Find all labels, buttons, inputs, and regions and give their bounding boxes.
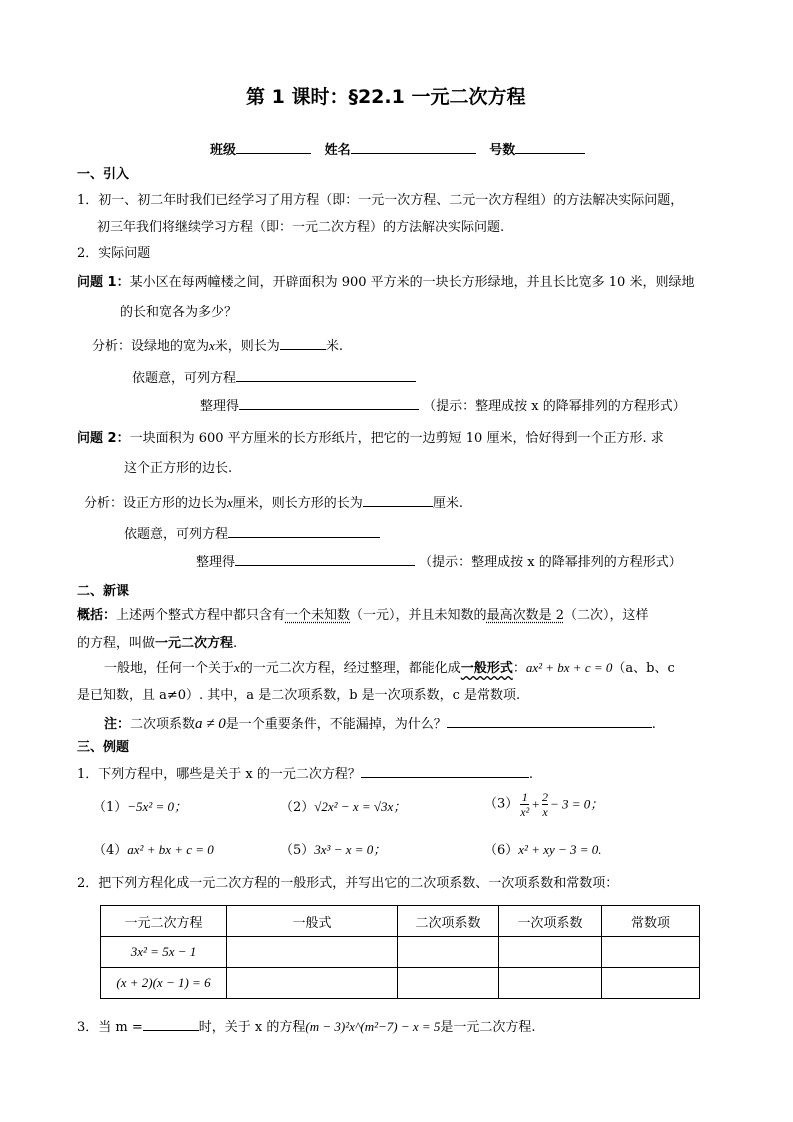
fraction-denominator: x xyxy=(542,805,548,819)
equation-number: （1） xyxy=(93,800,128,815)
hint-text: （提示：整理成按 x 的降幂排列的方程形式） xyxy=(419,555,682,570)
problem-2-line-1 xyxy=(77,432,664,445)
number-label: 号数 xyxy=(489,143,516,158)
intro-item-1-line-1: 1．初一、初二年时我们已经学习了用方程（即：一元一次方程、二元一次方程组）的方法解决实际问题， xyxy=(77,193,684,208)
equation-expression: x² + xy − 3 = 0. xyxy=(518,842,602,857)
problem-2-analysis xyxy=(84,495,463,510)
example-1-answer-field[interactable] xyxy=(361,766,529,778)
equation-expression: −5x² = 0； xyxy=(127,799,187,814)
summary-line-2 xyxy=(77,637,237,650)
note-line: 注：二次项系数a ≠ 0是一个重要条件，不能漏掉，为什么？ . xyxy=(104,716,656,732)
table-cell-equation: (x + 2)(x − 1) = 6 xyxy=(101,968,227,999)
name-label: 姓名 xyxy=(324,143,351,158)
page-title: 第 1 课时：§22.1 一元二次方程 xyxy=(246,86,526,108)
arrange-label: 整理得 xyxy=(200,399,240,414)
example-1-text: 1．下列方程中，哪些是关于 x 的一元二次方程？ xyxy=(77,767,361,782)
analysis-text: 分析：设绿地的宽为 xyxy=(92,339,210,354)
problem-1-line-1 xyxy=(77,276,694,289)
problem-1-arrange-line xyxy=(200,398,686,413)
summary-text: 的方程，叫做 xyxy=(77,636,156,651)
table-cell-equation: 3x² = 5x − 1 xyxy=(101,937,227,968)
note-answer-field[interactable] xyxy=(447,716,652,728)
length-answer-field[interactable] xyxy=(363,495,433,507)
equation-answer-field[interactable] xyxy=(228,526,380,538)
table-cell-input[interactable] xyxy=(499,937,602,968)
equation-number: （4） xyxy=(93,843,128,858)
equation-number: （3） xyxy=(484,796,519,812)
equation-expression: ax² + bx + c = 0 xyxy=(127,842,214,857)
m-answer-field[interactable] xyxy=(143,1019,199,1031)
section-heading-new-lesson: 二、新课 xyxy=(77,584,130,599)
problem-2-text-1: 一块面积为 600 平方厘米的长方形纸片，把它的一边剪短 10 厘米，恰好得到一个正方形. 求 xyxy=(129,431,664,446)
equation-1 xyxy=(93,800,187,814)
class-field[interactable] xyxy=(236,142,311,154)
summary-emphasis: 最高次数是 2 xyxy=(486,608,564,623)
summary-label: 概括： xyxy=(77,608,117,623)
table-cell-input[interactable] xyxy=(227,937,398,968)
note-label: 注： xyxy=(104,717,131,732)
table-cell-input[interactable] xyxy=(227,968,398,999)
table-cell-input[interactable] xyxy=(398,937,499,968)
problem-2-label: 问题 2： xyxy=(77,431,130,446)
problem-2-arrange-line xyxy=(196,554,682,569)
table-cell-input[interactable] xyxy=(602,937,700,968)
equation-label: 依题意，可列方程 xyxy=(124,527,229,542)
problem-1-equation-line xyxy=(132,370,416,385)
example-3-text: 是一元二次方程. xyxy=(440,1020,536,1035)
table-header: 一元二次方程 xyxy=(101,906,227,937)
fraction-2-over-x xyxy=(542,790,548,819)
equation-number: （2） xyxy=(280,800,315,815)
equation-6 xyxy=(484,843,602,857)
summary-text: . xyxy=(233,636,238,651)
note-text: 是一个重要条件，不能漏掉，为什么？ xyxy=(225,717,447,732)
analysis-text: 厘米，则长方形的长为 xyxy=(232,496,363,511)
section-heading-examples: 三、例题 xyxy=(77,740,130,755)
variable-x: x xyxy=(227,495,233,510)
problem-1-label: 问题 1： xyxy=(77,275,130,290)
general-text: ： xyxy=(512,661,526,676)
example-3-text: x 的方程 xyxy=(254,1020,306,1035)
equation-expression: − 3 = 0； xyxy=(550,796,604,812)
summary-text: 上述两个整式方程中都只含有 xyxy=(116,608,286,623)
equation-3: （3） $\frac{1}{\text{x²}}$ + $\frac{2}{x}$ − 3 = 0； xyxy=(484,790,604,819)
general-form-label: 一般形式 xyxy=(460,661,513,676)
table-row xyxy=(101,937,700,968)
fraction-1-over-x-squared xyxy=(520,790,529,819)
general-text: （a、b、c xyxy=(612,661,675,676)
name-field[interactable] xyxy=(351,142,476,154)
problem-2-equation-line xyxy=(124,526,380,541)
equation-4 xyxy=(93,843,214,857)
problem-1-text-1: 某小区在每两幢楼之间，开辟面积为 900 平方米的一块长方形绿地，并且长比宽多 10 米，则绿地 xyxy=(129,275,695,290)
problem-1-analysis xyxy=(92,338,343,353)
summary-text: （一元），并且未知数的 xyxy=(350,608,487,623)
general-form-line-2: 是已知数，且 a≠0）. 其中，a 是二次项系数，b 是一次项系数，c 是常数项. xyxy=(77,688,521,703)
table-header: 一次项系数 xyxy=(499,906,602,937)
length-answer-field[interactable] xyxy=(280,338,326,350)
example-3-text: 3．当 m = xyxy=(77,1020,143,1035)
table-header: 常数项 xyxy=(602,906,700,937)
example-1-text: . xyxy=(528,767,534,782)
general-text: 一般地，任何一个关于 xyxy=(104,661,235,676)
table-header: 二次项系数 xyxy=(398,906,499,937)
class-label: 班级 xyxy=(210,143,237,158)
example-1-prompt xyxy=(77,766,533,781)
example-3-equation: (m − 3)²x^(m²−7) − x = 5 xyxy=(305,1019,441,1034)
note-text: 二次项系数 xyxy=(130,717,196,732)
equation-number: （5） xyxy=(280,843,315,858)
example-3-prompt xyxy=(77,1019,536,1034)
equation-5 xyxy=(280,843,386,857)
intro-item-1-line-2: 初三年我们将继续学习方程（即：一元二次方程）的方法解决实际问题. xyxy=(97,220,505,235)
problem-2-line-2: 这个正方形的边长. xyxy=(124,461,233,476)
summary-text: （二次），这样 xyxy=(563,608,649,623)
analysis-text: 米，则长为 xyxy=(214,339,280,354)
equation-label: 依题意，可列方程 xyxy=(132,371,237,386)
equation-2 xyxy=(280,800,406,814)
fraction-numerator: 2 xyxy=(542,790,548,804)
analysis-text: 分析：设正方形的边长为 xyxy=(84,496,228,511)
table-cell-input[interactable] xyxy=(499,968,602,999)
table-cell-input[interactable] xyxy=(398,968,499,999)
summary-emphasis: 一个未知数 xyxy=(285,608,351,623)
table-header-row xyxy=(101,906,700,937)
fraction-denominator: x² xyxy=(520,805,530,819)
fraction-numerator: 1 xyxy=(521,790,528,804)
arrange-answer-field[interactable] xyxy=(235,554,415,566)
term-quadratic-equation: 一元二次方程 xyxy=(155,636,234,651)
hint-text: （提示：整理成按 x 的降幂排列的方程形式） xyxy=(423,399,686,414)
equation-expression: √2x² − x = √3x； xyxy=(314,799,407,814)
analysis-text: 米. xyxy=(325,339,343,354)
table-header: 一般式 xyxy=(227,906,398,937)
analysis-text: 厘米. xyxy=(432,496,463,511)
equation-answer-field[interactable] xyxy=(236,370,416,382)
arrange-label: 整理得 xyxy=(196,555,236,570)
problem-1-line-2: 的长和宽各为多少？ xyxy=(120,305,238,320)
table-row xyxy=(101,968,700,999)
student-info-line xyxy=(210,142,585,157)
general-form-equation: ax² + bx + c = 0 xyxy=(525,660,613,675)
number-field[interactable] xyxy=(515,142,585,154)
note-equation: a ≠ 0 xyxy=(195,716,226,732)
general-text: 的一元二次方程，经过整理，都能化成 xyxy=(239,661,461,676)
arrange-answer-field[interactable] xyxy=(239,398,419,410)
general-form-line-1: 一般地，任何一个关于x的一元二次方程，经过整理，都能化成一般形式：ax² + bx + c = 0（a、b、c xyxy=(104,660,675,676)
coefficient-table xyxy=(100,905,700,999)
section-heading-intro: 一、引入 xyxy=(77,167,130,182)
summary-line-1 xyxy=(77,609,648,622)
table-cell-input[interactable] xyxy=(602,968,700,999)
variable-x: x xyxy=(209,338,215,353)
intro-item-2: 2．实际问题 xyxy=(77,246,151,261)
equation-expression: 3x³ − x = 0； xyxy=(314,842,387,857)
example-3-text: 时，关于 xyxy=(198,1020,251,1035)
example-2-prompt: 2．把下列方程化成一元二次方程的一般形式，并写出它的二次项系数、一次项系数和常数项： xyxy=(77,876,619,891)
equation-number: （6） xyxy=(484,843,519,858)
